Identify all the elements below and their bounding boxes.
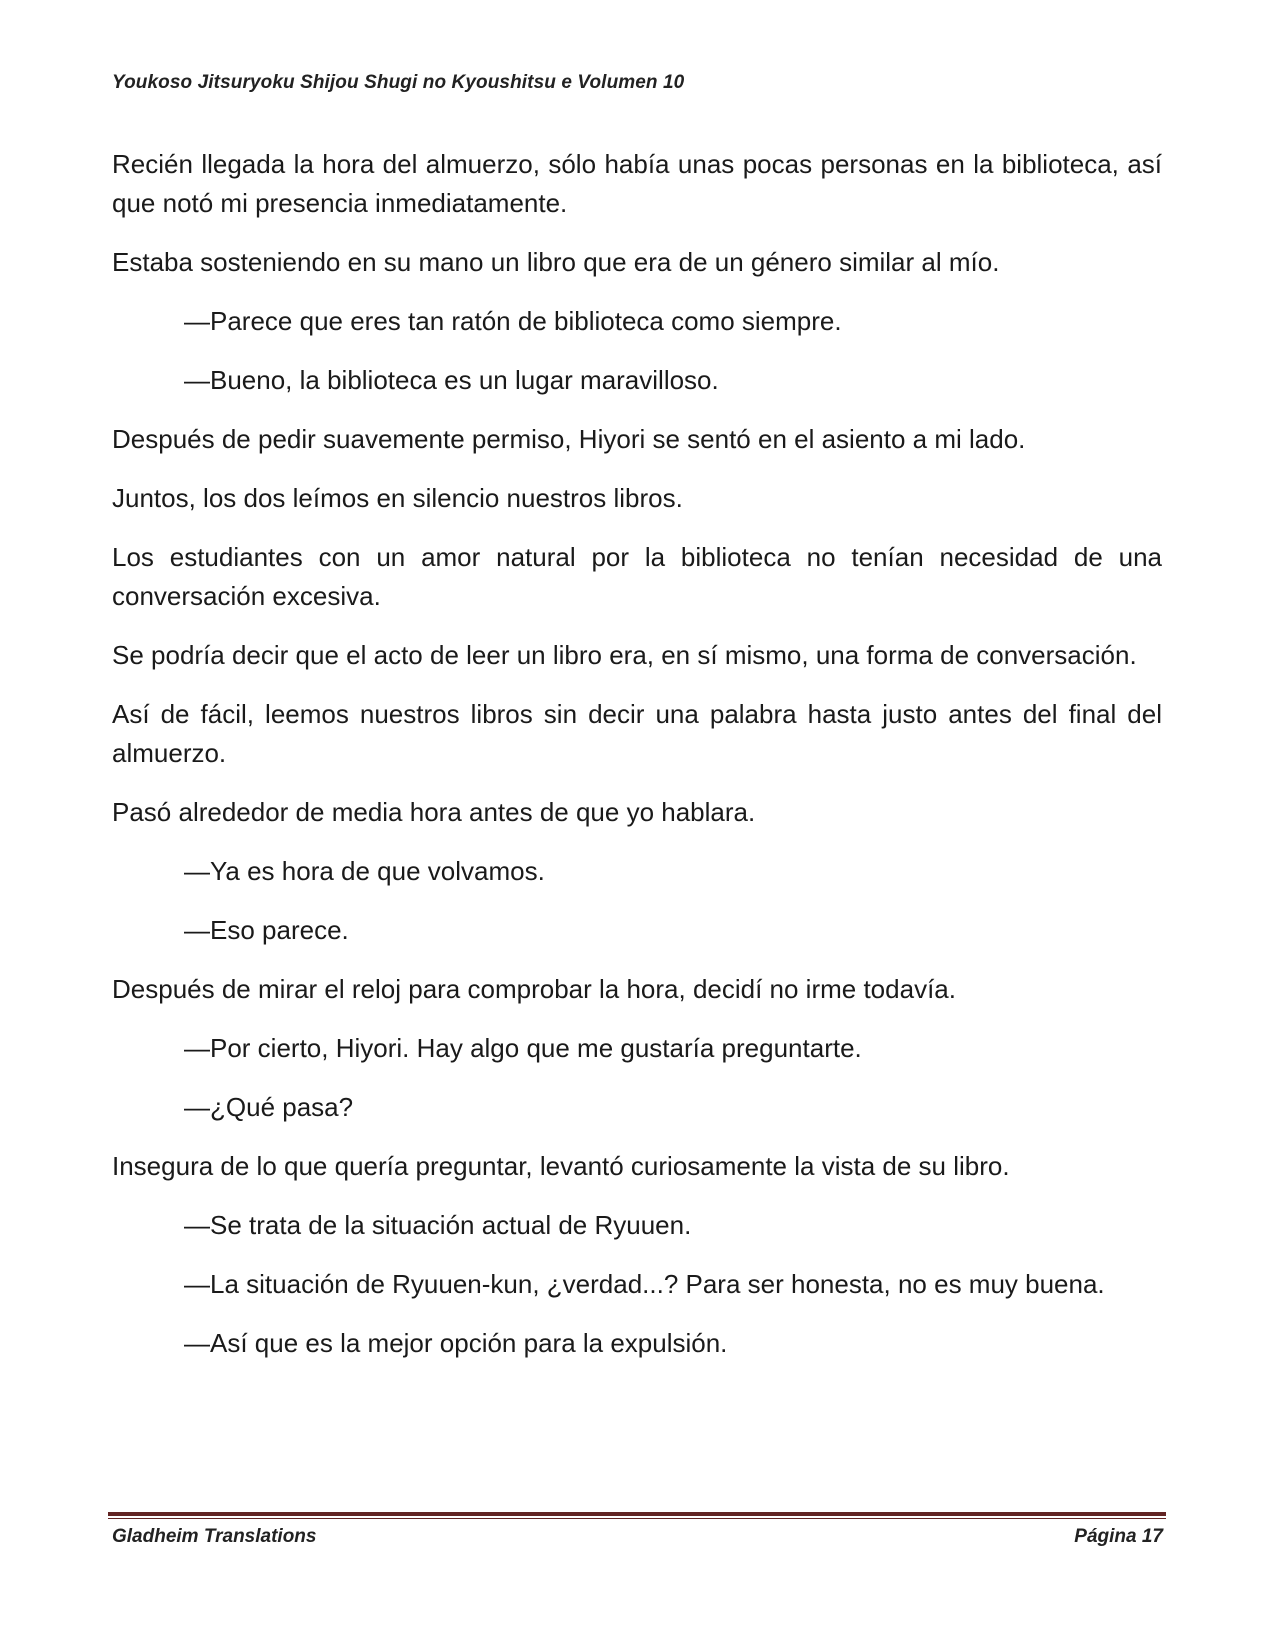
paragraph: Se podría decir que el acto de leer un libro era, en sí mismo, una forma de conversación. <box>112 640 1137 670</box>
dialogue-line: —Ya es hora de que volvamos. <box>184 856 545 886</box>
dialogue-line: —Eso parece. <box>184 915 349 945</box>
footer-divider-thin <box>108 1518 1166 1519</box>
paragraph: Los estudiantes con un amor natural por la biblioteca no tenían necesidad de una conversación excesiva. <box>112 542 1162 611</box>
body-text <box>112 145 1162 1383</box>
paragraph: Después de pedir suavemente permiso, Hiyori se sentó en el asiento a mi lado. <box>112 424 1026 454</box>
paragraph: Insegura de lo que quería preguntar, levantó curiosamente la vista de su libro. <box>112 1151 1010 1181</box>
dialogue-line: —¿Qué pasa? <box>184 1092 354 1122</box>
paragraph: Así de fácil, leemos nuestros libros sin decir una palabra hasta justo antes del final del almuerzo. <box>112 699 1162 768</box>
paragraph: Estaba sosteniendo en su mano un libro que era de un género similar al mío. <box>112 247 1000 277</box>
paragraph: Juntos, los dos leímos en silencio nuestros libros. <box>112 483 683 513</box>
page-header-title: Youkoso Jitsuryoku Shijou Shugi no Kyoushitsu e Volumen 10 <box>112 72 685 93</box>
dialogue-line: —La situación de Ryuuen-kun, ¿verdad...? Para ser honesta, no es muy buena. <box>184 1269 1105 1299</box>
paragraph: Pasó alrededor de media hora antes de que yo hablara. <box>112 797 756 827</box>
footer-publisher: Gladheim Translations <box>112 1526 317 1547</box>
paragraph: Después de mirar el reloj para comprobar la hora, decidí no irme todavía. <box>112 974 956 1004</box>
dialogue-line: —Se trata de la situación actual de Ryuuen. <box>184 1210 692 1240</box>
footer-divider <box>108 1512 1166 1516</box>
footer-page-number: Página 17 <box>1074 1526 1163 1547</box>
paragraph: Recién llegada la hora del almuerzo, sólo había unas pocas personas en la biblioteca, así que notó mi presencia inmediatamente. <box>112 149 1162 218</box>
dialogue-line: —Por cierto, Hiyori. Hay algo que me gustaría preguntarte. <box>184 1033 862 1063</box>
dialogue-line: —Bueno, la biblioteca es un lugar maravilloso. <box>184 365 719 395</box>
dialogue-line: —Así que es la mejor opción para la expulsión. <box>184 1328 728 1358</box>
dialogue-line: —Parece que eres tan ratón de biblioteca como siempre. <box>184 306 842 336</box>
